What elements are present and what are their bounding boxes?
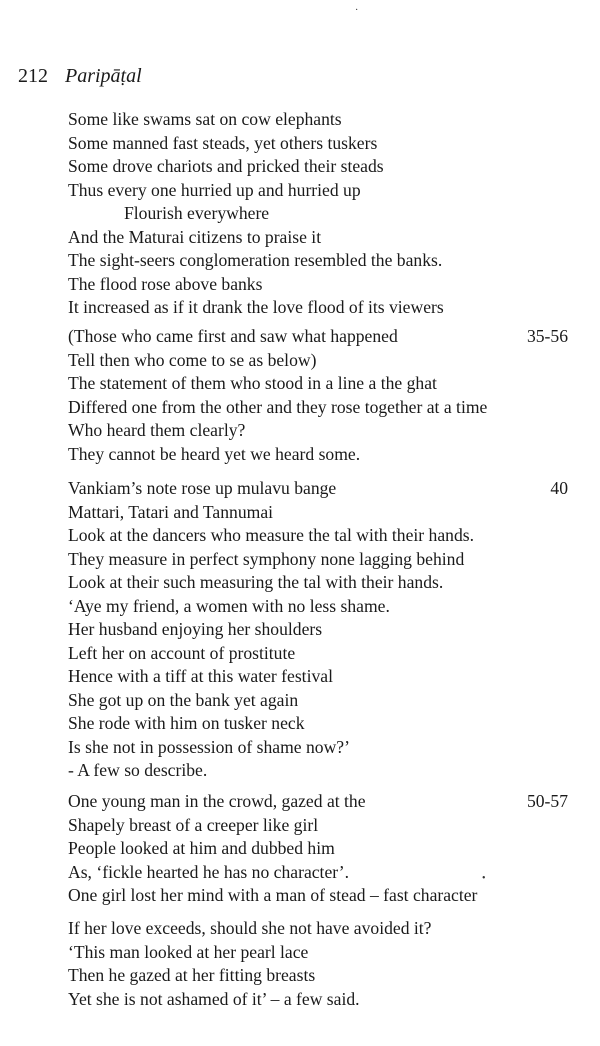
verse-text: They measure in perfect symphony none lagging behind bbox=[68, 548, 465, 569]
stanza bbox=[68, 325, 578, 466]
verse-line bbox=[68, 349, 578, 373]
verse-text: Flourish everywhere bbox=[124, 203, 270, 223]
verse-line bbox=[68, 736, 578, 760]
ink-speck: · bbox=[355, 5, 359, 16]
verse-text: - A few so describe. bbox=[68, 760, 208, 780]
verse-line bbox=[68, 689, 578, 713]
verse-text: Her husband enjoying her shoulders bbox=[68, 619, 323, 639]
stanza bbox=[68, 917, 578, 1011]
verse-text: If her love exceeds, should she not have avoided it? bbox=[68, 918, 432, 938]
verse-text: Some like swams sat on cow elephants bbox=[68, 109, 342, 129]
verse-text: One girl lost her mind with a man of stead – fast character bbox=[68, 885, 478, 905]
verse-line bbox=[68, 501, 578, 525]
verse-line bbox=[68, 964, 578, 988]
verse-text: ‘This man looked at her pearl lace bbox=[68, 941, 309, 962]
line-reference-number: 35-56 bbox=[526, 326, 568, 346]
verse-text: Some manned fast steads, yet others tuskers bbox=[68, 132, 378, 153]
verse-text: Tell then who come to se as below) bbox=[68, 349, 317, 370]
verse-line bbox=[68, 273, 578, 297]
verse-line bbox=[68, 861, 578, 885]
verse-text: ‘Aye my friend, a women with no less shame. bbox=[68, 595, 390, 616]
verse-text: And the Maturai citizens to praise it bbox=[68, 226, 322, 247]
verse-line bbox=[68, 477, 578, 501]
verse-line bbox=[68, 179, 578, 203]
verse-line bbox=[68, 917, 578, 941]
verse-text: Is she not in possession of shame now?’ bbox=[68, 736, 350, 757]
verse-line bbox=[68, 988, 578, 1012]
verse-line bbox=[68, 202, 578, 226]
page-number: 212 bbox=[18, 65, 48, 87]
verse-line bbox=[68, 132, 578, 156]
verse-text: One young man in the crowd, gazed at the bbox=[68, 791, 366, 811]
verse-line bbox=[68, 712, 578, 736]
ink-speck: • bbox=[482, 873, 486, 884]
verse-text: Hence with a tiff at this water festival bbox=[68, 666, 333, 686]
verse-line bbox=[68, 108, 578, 132]
verse-line bbox=[68, 155, 578, 179]
verse-line bbox=[68, 814, 578, 838]
verse-line bbox=[68, 618, 578, 642]
verse-text: (Those who came first and saw what happened bbox=[68, 326, 398, 346]
verse-line bbox=[68, 790, 578, 814]
verse-text: It increased as if it drank the love flood of its viewers bbox=[68, 297, 444, 317]
verse-line bbox=[68, 759, 578, 783]
verse-line bbox=[68, 443, 578, 467]
verse-text: The sight-seers conglomeration resembled the banks. bbox=[68, 250, 443, 270]
verse-text: Then he gazed at her fitting breasts bbox=[68, 965, 316, 985]
verse-text: She got up on the bank yet again bbox=[68, 689, 299, 710]
running-title: Paripāṭal bbox=[65, 65, 142, 87]
stanza bbox=[68, 790, 578, 908]
verse-line bbox=[68, 595, 578, 619]
verse-line bbox=[68, 665, 578, 689]
verse-line bbox=[68, 837, 578, 861]
verse-line bbox=[68, 642, 578, 666]
verse-text: As, ‘fickle hearted he has no character’. bbox=[68, 861, 350, 882]
verse-line bbox=[68, 226, 578, 250]
verse-line bbox=[68, 325, 578, 349]
verse-line bbox=[68, 524, 578, 548]
verse-line bbox=[68, 296, 578, 320]
verse-line bbox=[68, 884, 578, 908]
page-header bbox=[18, 64, 142, 88]
verse-text: Shapely breast of a creeper like girl bbox=[68, 814, 319, 835]
verse-text: Some drove chariots and pricked their steads bbox=[68, 156, 384, 176]
line-reference-number: 40 bbox=[550, 478, 568, 498]
verse-text: They cannot be heard yet we heard some. bbox=[68, 443, 361, 464]
verse-text: Left her on account of prostitute bbox=[68, 642, 296, 663]
verse-text: Vankiam’s note rose up mulavu bange bbox=[68, 478, 337, 498]
verse-text: Mattari, Tatari and Tannumai bbox=[68, 501, 274, 522]
verse-line bbox=[68, 548, 578, 572]
line-reference-number: 50-57 bbox=[526, 791, 568, 811]
verse-line bbox=[68, 571, 578, 595]
verse-text: Thus every one hurried up and hurried up bbox=[68, 179, 361, 200]
verse-text: Yet she is not ashamed of it’ – a few said. bbox=[68, 988, 360, 1009]
verse-text: The flood rose above banks bbox=[68, 273, 263, 294]
verse-line bbox=[68, 249, 578, 273]
verse-line bbox=[68, 941, 578, 965]
verse-text: She rode with him on tusker neck bbox=[68, 713, 305, 733]
stanza bbox=[68, 108, 578, 320]
verse-line bbox=[68, 396, 578, 420]
verse-text: Who heard them clearly? bbox=[68, 420, 246, 440]
verse-text: The statement of them who stood in a line a the ghat bbox=[68, 373, 437, 393]
verse-text: People looked at him and dubbed him bbox=[68, 838, 335, 858]
verse-text: Look at the dancers who measure the tal with their hands. bbox=[68, 525, 474, 545]
verse-line bbox=[68, 372, 578, 396]
verse-text: Differed one from the other and they rose together at a time bbox=[68, 396, 488, 417]
verse-text: Look at their such measuring the tal with their hands. bbox=[68, 572, 444, 592]
verse-line bbox=[68, 419, 578, 443]
stanza bbox=[68, 477, 578, 783]
